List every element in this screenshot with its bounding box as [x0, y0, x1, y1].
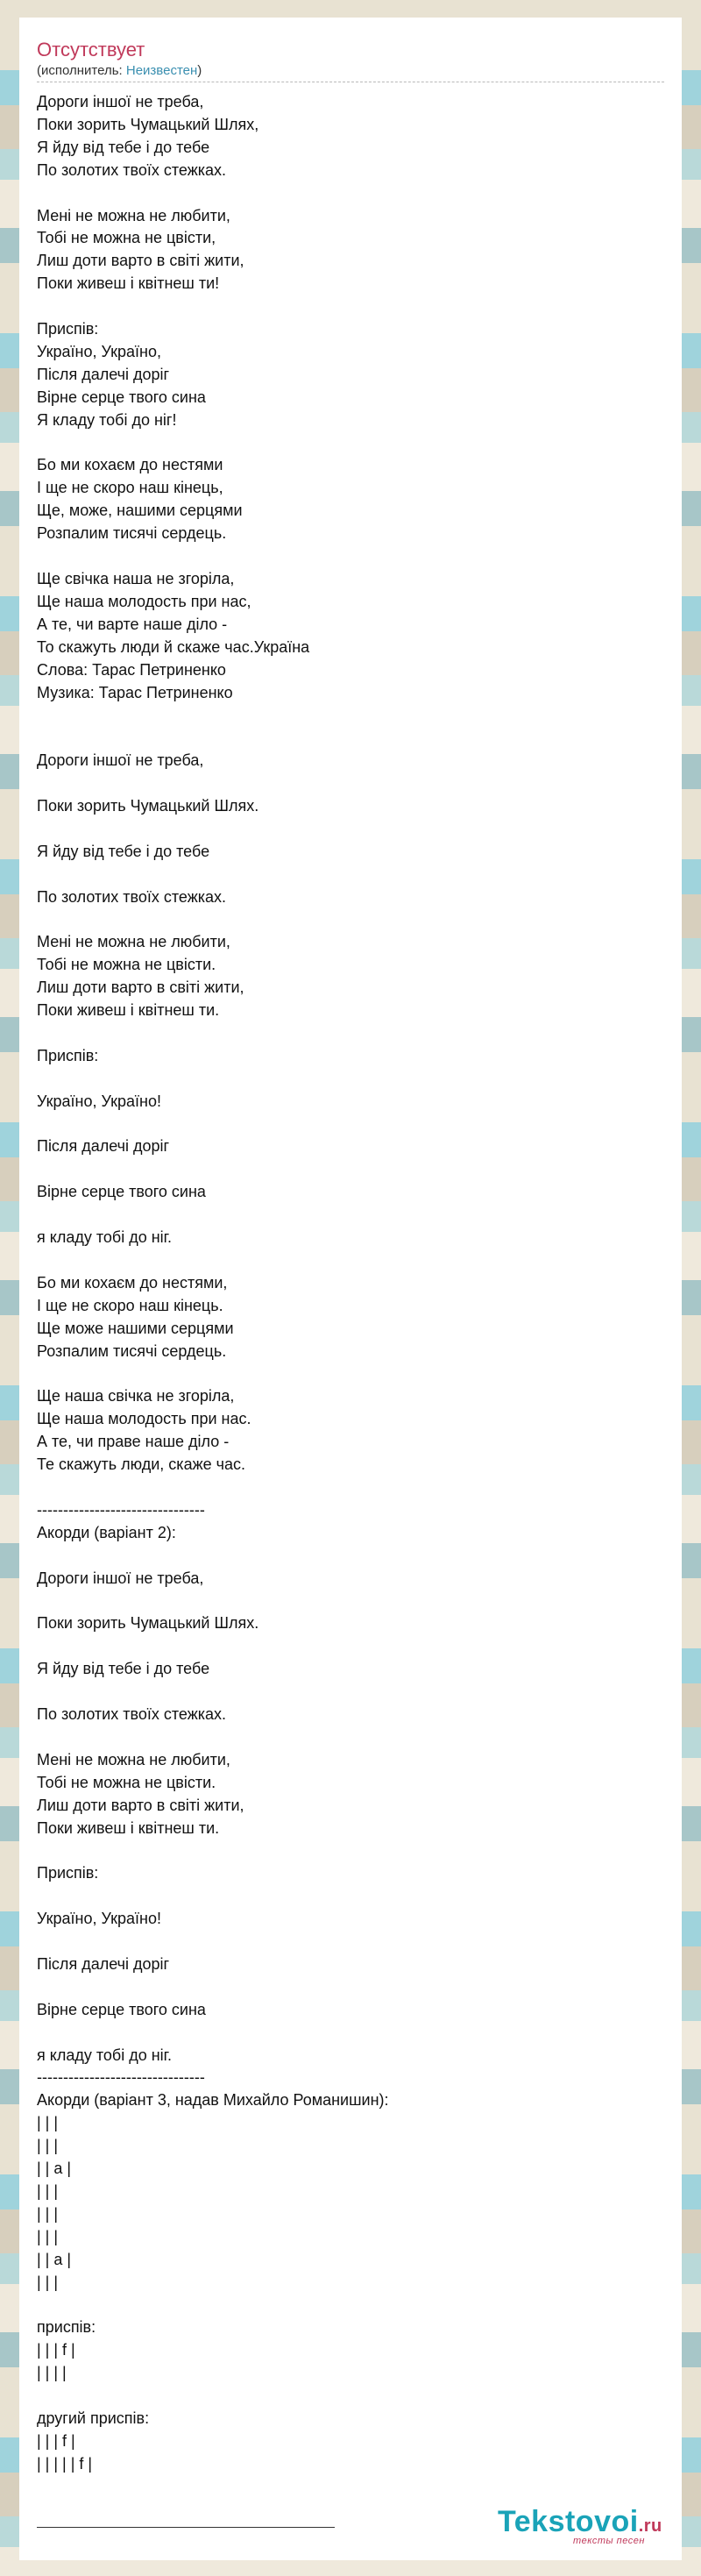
lyric-line: -------------------------------- — [37, 1500, 205, 1519]
lyric-line: Лиш доти варто в світі жити, — [37, 252, 244, 270]
lyric-line: Ще наша молодость при нас, — [37, 592, 251, 610]
lyric-line: І ще не скоро наш кінець, — [37, 479, 223, 497]
lyric-line: Мені не можна не любити, — [37, 206, 230, 224]
bottom-divider — [37, 2527, 335, 2528]
content-sheet — [19, 18, 682, 2560]
lyric-line: | | | — [37, 2227, 59, 2245]
lyric-line: я кладу тобі до ніг. — [37, 2046, 173, 2064]
lyric-line: | | | — [37, 2114, 59, 2132]
lyric-line — [37, 2022, 664, 2045]
lyric-line: Дороги іншої не треба, — [37, 93, 204, 110]
artist-suffix: ) — [197, 63, 202, 78]
lyric-line: Розпалим тисячі сердець. — [37, 1341, 227, 1360]
lyric-line: Після далечі доріг — [37, 1137, 170, 1156]
lyric-line: І ще не скоро наш кінець. — [37, 1296, 223, 1314]
lyric-line — [37, 1477, 664, 1499]
lyric-line: Розпалим тисячі сердець. — [37, 524, 227, 543]
lyric-line: | | | — [37, 2181, 59, 2200]
lyric-line — [37, 1158, 664, 1181]
lyric-line — [37, 1114, 664, 1136]
lyric-line: Ще наша молодость при нас. — [37, 1410, 251, 1428]
lyric-line — [37, 1590, 664, 1613]
logo-name: Tekstovoi — [498, 2505, 639, 2538]
lyric-line: А те, чи праве наше діло - — [37, 1433, 230, 1451]
lyric-line: Слова: Тарас Петриненко — [37, 660, 226, 679]
lyric-line — [37, 545, 664, 568]
lyric-line: А те, чи варте наше діло - — [37, 615, 228, 633]
lyric-line — [37, 2385, 664, 2408]
lyric-line: Те скажуть люди, скаже час. — [37, 1455, 246, 1474]
lyric-line — [37, 1839, 664, 1862]
lyric-line — [37, 727, 664, 750]
lyric-line: другий приспів: — [37, 2409, 150, 2427]
artist-line — [37, 63, 664, 79]
lyric-line: По золотих твоїх стежках. — [37, 1705, 227, 1723]
lyric-line — [37, 1204, 664, 1227]
lyric-line: Тобі не можна не цвісти. — [37, 956, 216, 974]
lyric-line: Вірне серце твого сина — [37, 2000, 206, 2018]
lyric-line: Після далечі доріг — [37, 1954, 170, 1973]
lyric-line: | | | — [37, 2204, 59, 2223]
lyric-line: Ще, може, нашими серцями — [37, 502, 243, 520]
lyric-line: | | | — [37, 2137, 59, 2155]
lyric-line: Приспів: — [37, 1046, 99, 1064]
lyric-line: | | | — [37, 2273, 59, 2291]
lyric-line — [37, 1726, 664, 1749]
lyric-line: Дороги іншої не треба, — [37, 1569, 204, 1587]
lyric-line: Поки живеш і квітнеш ти! — [37, 274, 220, 293]
logo-tagline: тексты песен — [573, 2536, 645, 2546]
lyric-line: Поки зорить Чумацький Шлях. — [37, 1614, 259, 1633]
lyric-line: Поки живеш і квітнеш ти. — [37, 1001, 220, 1020]
lyric-line — [37, 295, 664, 318]
lyric-line: Після далечі доріг — [37, 365, 170, 383]
lyric-line — [37, 182, 664, 205]
lyric-line — [37, 704, 664, 727]
lyric-line: Приспів: — [37, 320, 99, 338]
lyric-line: Тобі не можна не цвісти. — [37, 1773, 216, 1791]
lyric-line — [37, 1976, 664, 1999]
lyric-line: Я йду від тебе і до тебе — [37, 1660, 210, 1678]
lyric-line: По золотих твоїх стежках. — [37, 887, 227, 906]
artist-prefix: (исполнитель: — [37, 63, 126, 78]
lyric-line: Ще свічка наша не згоріла, — [37, 569, 235, 587]
lyric-line — [37, 1545, 664, 1568]
lyric-line: Поки зорить Чумацький Шлях, — [37, 115, 259, 133]
lyric-line: Я кладу тобі до ніг! — [37, 410, 177, 429]
lyric-line: Україно, Україно, — [37, 342, 161, 360]
lyric-line: Бо ми кохаєм до нестями — [37, 456, 223, 474]
lyric-line: Приспів: — [37, 1864, 99, 1882]
lyric-line — [37, 1635, 664, 1658]
lyric-line: Поки зорить Чумацький Шлях. — [37, 796, 259, 815]
lyric-line: Вірне серце твого сина — [37, 388, 206, 406]
lyric-line: Я йду від тебе і до тебе — [37, 842, 210, 860]
lyric-line — [37, 908, 664, 931]
lyric-line: Лиш доти варто в світі жити, — [37, 978, 244, 997]
lyric-line — [37, 1363, 664, 1386]
lyric-line: Тобі не можна не цвісти, — [37, 229, 216, 247]
lyric-line: | | | f | — [37, 2341, 75, 2359]
lyric-line: Україно, Україно! — [37, 1910, 161, 1928]
lyric-line: Лиш доти варто в світі жити, — [37, 1796, 244, 1814]
lyric-line: Музика: Тарас Петриненко — [37, 683, 233, 701]
lyric-line — [37, 432, 664, 455]
lyric-line: По золотих твоїх стежках. — [37, 160, 227, 179]
lyric-line: -------------------------------- — [37, 2068, 205, 2087]
lyric-line — [37, 1681, 664, 1704]
site-logo[interactable] — [498, 2505, 677, 2546]
lyric-line — [37, 2294, 664, 2316]
lyric-line: Вірне серце твого сина — [37, 1183, 206, 1201]
lyric-line: | | | | — [37, 2364, 67, 2382]
lyric-line: | | | | | f | — [37, 2454, 93, 2473]
lyric-line: Ще може нашими серцями — [37, 1319, 234, 1337]
lyric-line — [37, 1885, 664, 1908]
lyric-line: Дороги іншої не треба, — [37, 751, 204, 770]
lyric-line: приспів: — [37, 2318, 96, 2337]
lyric-line: Мені не можна не любити, — [37, 933, 230, 951]
logo-tld: .ru — [638, 2516, 662, 2536]
lyric-line — [37, 1068, 664, 1091]
lyric-line: я кладу тобі до ніг. — [37, 1228, 173, 1247]
lyrics-body — [37, 91, 664, 2476]
song-header — [37, 39, 664, 82]
lyric-line — [37, 1022, 664, 1045]
lyric-line: Мені не можна не любити, — [37, 1750, 230, 1768]
lyric-line — [37, 1931, 664, 1953]
lyric-line: Акорди (варіант 3, надав Михайло Романишин): — [37, 2091, 389, 2110]
song-title: Отсутствует — [37, 39, 145, 60]
lyric-line: Я йду від тебе і до тебе — [37, 138, 210, 156]
lyric-line: | | | f | — [37, 2431, 75, 2450]
lyric-line: | | a | — [37, 2160, 72, 2178]
lyric-line: Акорди (варіант 2): — [37, 1523, 176, 1541]
lyric-line — [37, 864, 664, 886]
lyric-line: Поки живеш і квітнеш ти. — [37, 1818, 220, 1837]
artist-link[interactable]: Неизвестен — [125, 63, 198, 78]
lyric-line — [37, 1249, 664, 1272]
lyric-line: Ще наша свічка не згоріла, — [37, 1387, 235, 1405]
lyric-line — [37, 818, 664, 841]
lyric-line: | | a | — [37, 2250, 72, 2268]
lyric-line — [37, 772, 664, 795]
lyric-line: Україно, Україно! — [37, 1092, 161, 1110]
lyric-line: Бо ми кохаєм до нестями, — [37, 1273, 228, 1292]
lyric-line: То скажуть люди й скаже час.Україна — [37, 637, 310, 656]
